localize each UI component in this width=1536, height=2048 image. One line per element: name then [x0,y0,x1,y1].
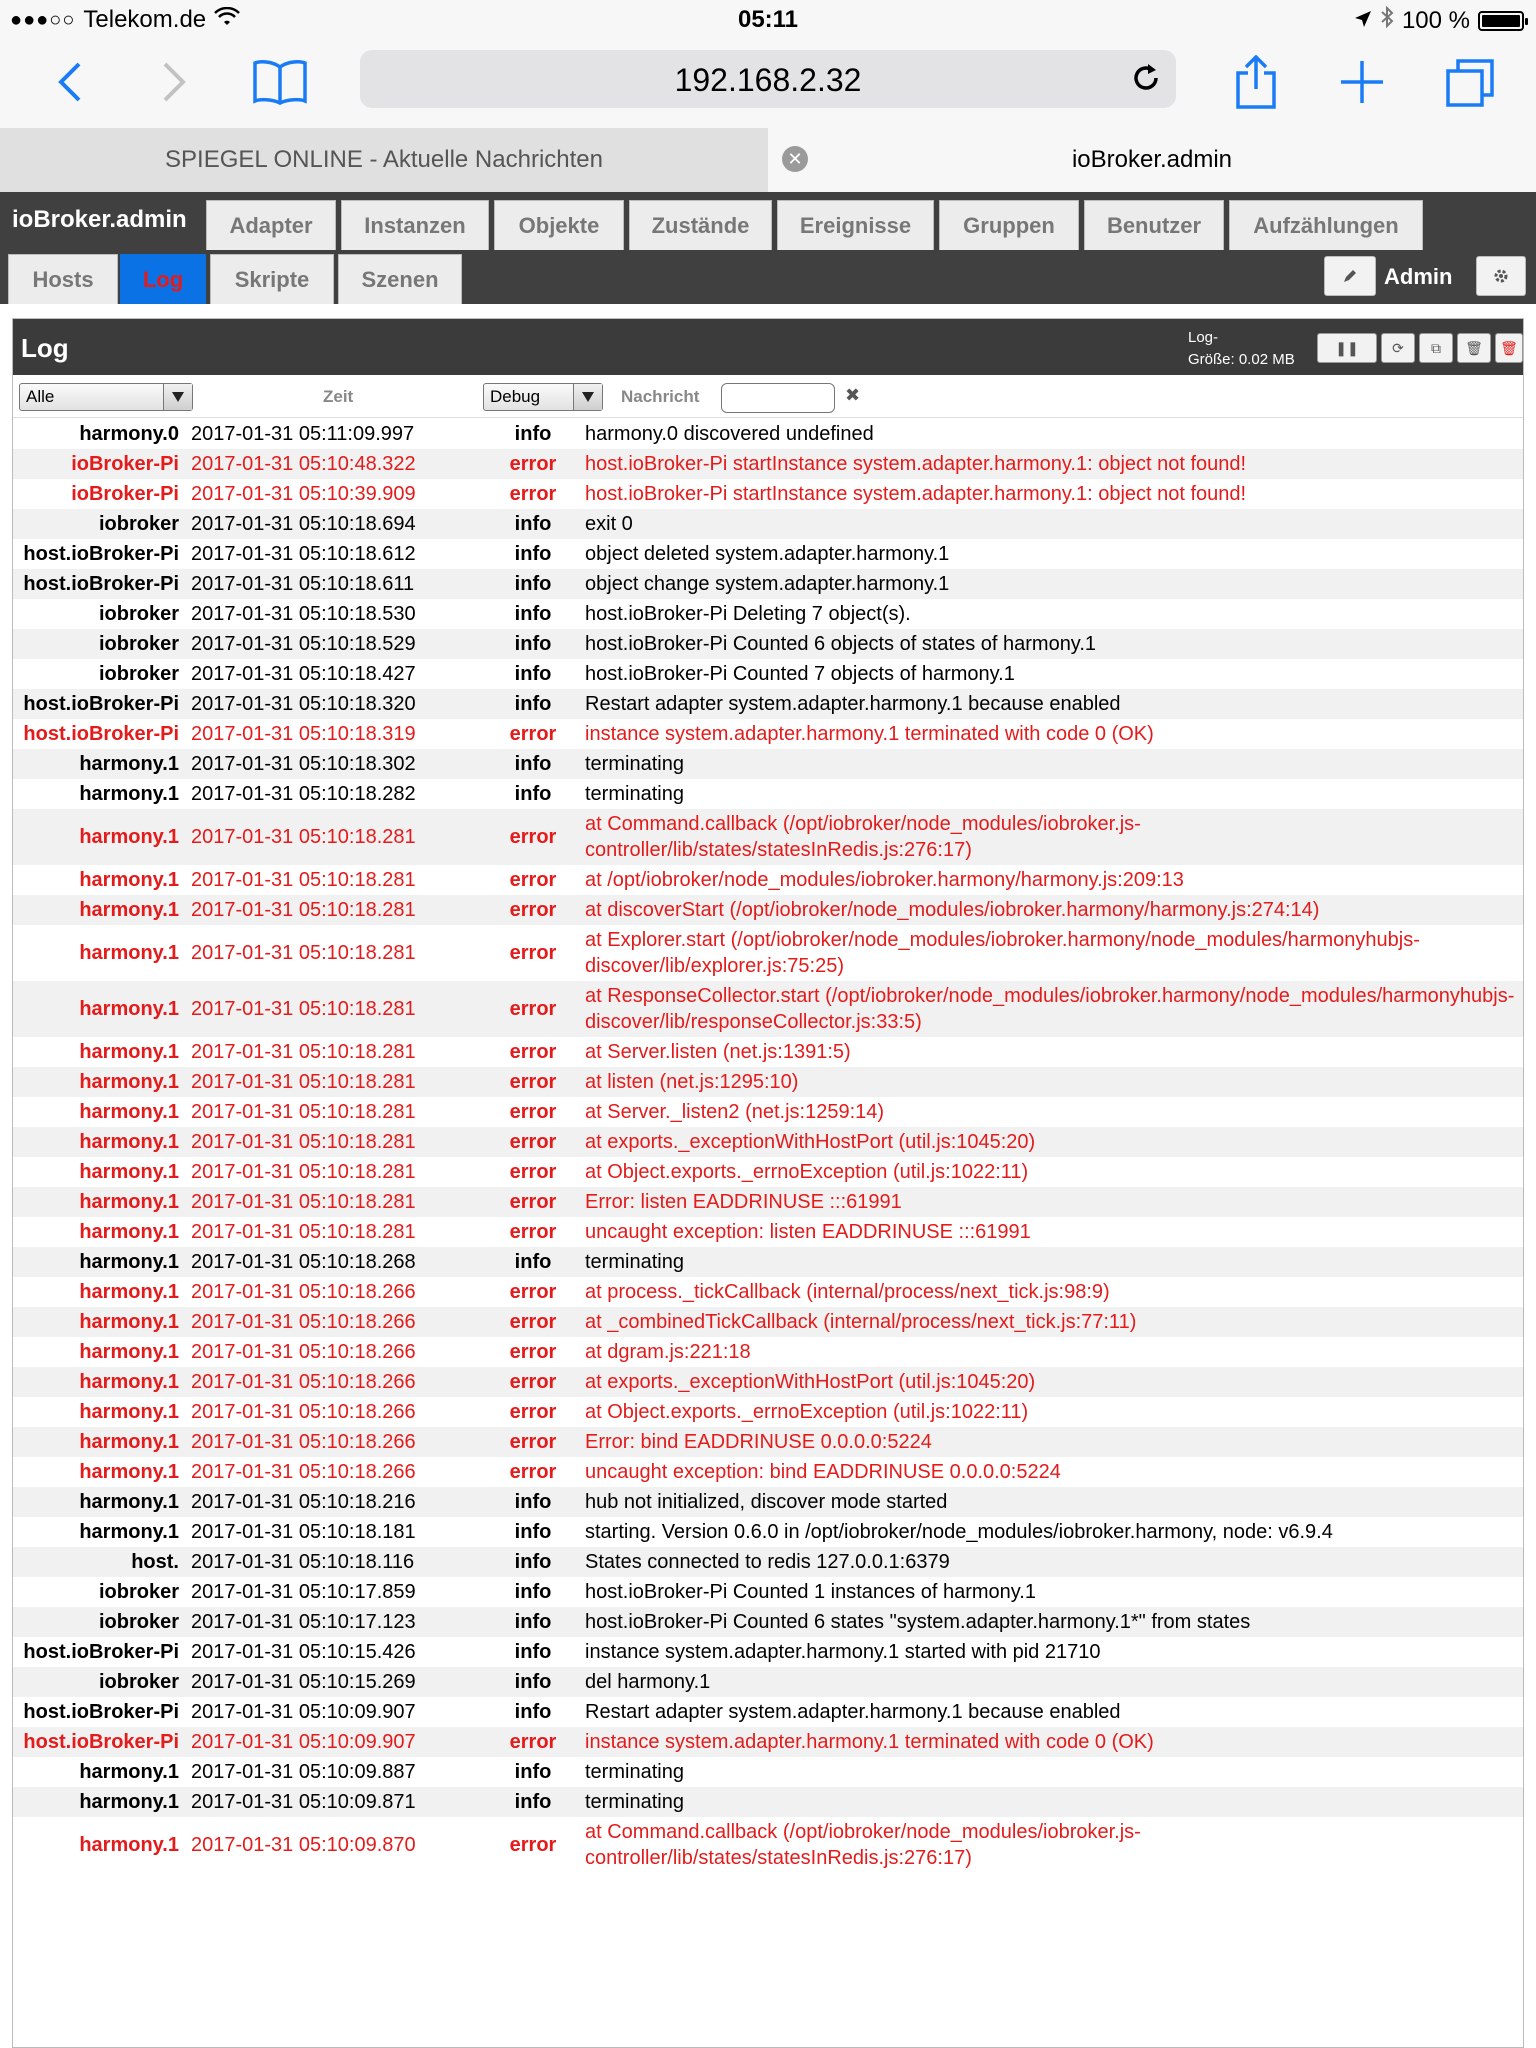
log-time: 2017-01-31 05:10:17.859 [191,1581,416,1603]
log-source: harmony.1 [79,1401,179,1423]
log-time: 2017-01-31 05:10:18.427 [191,663,416,685]
log-severity: info [487,509,579,539]
log-source: iobroker [98,603,179,625]
log-source: host.ioBroker-Pi [23,723,179,745]
browser-tab-strip [0,128,1536,193]
log-source: ioBroker-Pi [71,483,179,505]
log-row [13,1457,1524,1487]
log-severity: error [487,981,579,1037]
log-row [13,1217,1524,1247]
reload-icon[interactable] [1128,60,1164,96]
back-button[interactable] [40,52,100,112]
log-row [13,1247,1524,1277]
copy-icon: ⧉ [1431,339,1441,356]
log-message: at Object.exports._errnoException (util.js:1022:11) [585,1161,1029,1183]
battery-icon [1478,11,1524,31]
log-source: harmony.1 [79,1281,179,1303]
log-row [13,749,1524,779]
tabs-overview-button[interactable] [1440,52,1500,112]
log-row [13,1127,1524,1157]
browser-toolbar [0,40,1536,128]
log-message: at Command.callback (/opt/iobroker/node_modules/iobroker.js-controller/lib/states/statesInRedis.js:276:17) [579,809,1524,865]
log-severity: info [487,1547,579,1577]
log-row [13,599,1524,629]
pause-icon: ❚❚ [1335,339,1359,356]
log-severity: error [509,1221,557,1243]
log-severity: error [487,1067,579,1097]
log-source: host.ioBroker-Pi [13,1727,185,1757]
log-severity: error [487,1187,579,1217]
log-row [13,1367,1524,1397]
bluetooth-icon [1380,6,1394,35]
log-row [13,1307,1524,1337]
log-row [13,1487,1524,1517]
log-severity: info [514,603,552,625]
log-source: host.ioBroker-Pi [23,543,179,565]
log-title: Log [21,333,69,363]
log-row [13,1757,1524,1787]
trash-icon: 🗑 [1465,339,1483,356]
log-time: 2017-01-31 05:11:09.997 [191,423,415,445]
log-source: harmony.1 [79,1461,179,1483]
chevron-right-icon [159,60,189,104]
log-message: at listen (net.js:1295:10) [579,1067,1524,1097]
log-source: harmony.1 [13,809,185,865]
browser-tab-iobroker[interactable]: ✕ ioBroker.admin [768,128,1536,192]
log-row [13,865,1524,895]
log-row [13,1397,1524,1427]
tab-szenen[interactable]: Szenen [338,254,462,304]
log-severity: error [509,723,557,745]
log-source: ioBroker-Pi [13,449,185,479]
tab-zustaende[interactable]: Zustände [629,200,772,250]
log-message: at discoverStart (/opt/iobroker/node_modules/iobroker.harmony/harmony.js:274:14) [579,895,1524,925]
log-severity: error [487,809,579,865]
log-row [13,449,1524,479]
log-source: host.ioBroker-Pi [23,1641,179,1663]
log-time: 2017-01-31 05:10:18.694 [185,509,487,539]
log-severity: error [509,1461,557,1483]
log-time: 2017-01-31 05:10:18.266 [191,1401,416,1423]
log-time: 2017-01-31 05:10:18.281 [191,1221,416,1243]
log-severity: error [487,1127,579,1157]
pause-button[interactable] [1317,333,1377,363]
log-time: 2017-01-31 05:10:18.282 [191,783,416,805]
log-source: harmony.1 [79,1161,179,1183]
log-row [13,981,1524,1037]
log-time: 2017-01-31 05:10:18.116 [185,1547,487,1577]
log-time: 2017-01-31 05:10:09.907 [191,1701,416,1723]
log-message: instance system.adapter.harmony.1 terminated with code 0 (OK) [585,723,1154,745]
log-time: 2017-01-31 05:10:18.266 [185,1367,487,1397]
log-time: 2017-01-31 05:10:18.266 [185,1427,487,1457]
log-time: 2017-01-31 05:10:18.281 [191,1161,416,1183]
log-severity: info [487,689,579,719]
log-source: host.ioBroker-Pi [13,569,185,599]
log-time: 2017-01-31 05:10:18.281 [185,1127,487,1157]
log-severity: error [509,1101,557,1123]
log-source: iobroker [98,663,179,685]
log-row [13,1727,1524,1757]
user-name: Admin [1384,264,1453,289]
status-bar [0,0,1536,40]
log-message: terminating [585,783,684,805]
log-row [13,539,1524,569]
log-row [13,719,1524,749]
log-severity: error [509,1041,557,1063]
log-time: 2017-01-31 05:10:09.871 [185,1787,487,1817]
log-severity: info [487,749,579,779]
log-source: harmony.1 [79,1041,179,1063]
log-time: 2017-01-31 05:10:48.322 [185,449,487,479]
log-row [13,1817,1524,1873]
log-message: Error: listen EADDRINUSE :::61991 [579,1187,1524,1217]
log-severity: error [509,1834,557,1856]
log-time: 2017-01-31 05:10:18.181 [191,1521,416,1543]
log-time: 2017-01-31 05:10:18.266 [185,1307,487,1337]
log-severity: error [487,1427,579,1457]
log-severity: error [487,895,579,925]
log-severity: error [487,1727,579,1757]
log-source: harmony.1 [13,1127,185,1157]
log-row [13,1427,1524,1457]
app-brand: ioBroker.admin [12,206,187,233]
source-filter-select[interactable]: Alle [19,383,193,411]
log-severity: info [487,629,579,659]
log-row [13,569,1524,599]
settings-button[interactable] [1476,256,1526,296]
tabs-icon [1444,57,1496,107]
log-row [13,659,1524,689]
log-time: 2017-01-31 05:10:18.281 [191,1041,416,1063]
log-row [13,1577,1524,1607]
log-time: 2017-01-31 05:10:18.281 [185,1187,487,1217]
log-time: 2017-01-31 05:10:17.123 [185,1607,487,1637]
log-row [13,1097,1524,1127]
log-message: States connected to redis 127.0.0.1:6379 [579,1547,1524,1577]
log-message: at _combinedTickCallback (internal/process/next_tick.js:77:11) [579,1307,1524,1337]
log-row [13,1337,1524,1367]
log-row [13,1637,1524,1667]
log-message: Error: bind EADDRINUSE 0.0.0.0:5224 [579,1427,1524,1457]
log-severity: error [509,1161,557,1183]
log-row [13,1667,1524,1697]
log-time: 2017-01-31 05:10:18.530 [191,603,416,625]
log-message: harmony.0 discovered undefined [585,423,874,445]
log-source: harmony.1 [79,1521,179,1543]
log-severity: info [514,663,552,685]
log-source: harmony.1 [13,1427,185,1457]
tab-objekte[interactable]: Objekte [494,200,624,250]
log-header [13,319,1524,375]
log-source: harmony.1 [13,1487,185,1517]
log-message: at Command.callback (/opt/iobroker/node_modules/iobroker.js-controller/lib/states/statesInRedis.js:276:17) [585,1821,1141,1869]
log-severity: info [487,569,579,599]
log-message: at ResponseCollector.start (/opt/iobroker/node_modules/iobroker.harmony/node_modules/harmonyhubjs-discover/lib/responseCollector.js:33:5) [579,981,1524,1037]
tab-adapter[interactable]: Adapter [206,200,336,250]
log-severity: info [514,1701,552,1723]
log-source: harmony.0 [79,423,179,445]
log-time: 2017-01-31 05:10:18.612 [191,543,416,565]
log-time: 2017-01-31 05:10:18.529 [185,629,487,659]
log-source: iobroker [13,1667,185,1697]
log-severity: info [514,783,552,805]
message-column-header: Nachricht [621,387,700,406]
clear-list-button[interactable] [1457,333,1491,363]
log-time: 2017-01-31 05:10:09.870 [191,1834,416,1856]
log-time: 2017-01-31 05:10:18.319 [191,723,416,745]
log-source: iobroker [13,629,185,659]
gear-icon [1493,268,1509,284]
log-message: host.ioBroker-Pi Deleting 7 object(s). [585,603,911,625]
log-source: host.ioBroker-Pi [13,689,185,719]
close-tab-icon[interactable]: ✕ [782,146,808,172]
log-time: 2017-01-31 05:10:18.281 [191,869,416,891]
log-source: harmony.1 [79,869,179,891]
log-message: uncaught exception: bind EADDRINUSE 0.0.0.0:5224 [585,1461,1061,1483]
log-source: iobroker [13,509,185,539]
log-severity: error [509,1401,557,1423]
log-row [13,1067,1524,1097]
log-message: at exports._exceptionWithHostPort (util.js:1045:20) [579,1367,1524,1397]
log-source: harmony.1 [79,783,179,805]
log-message: Restart adapter system.adapter.harmony.1 because enabled [579,689,1524,719]
log-severity: info [487,1247,579,1277]
log-message: exit 0 [579,509,1524,539]
log-time: 2017-01-31 05:10:18.266 [191,1281,416,1303]
log-row [13,1187,1524,1217]
log-row [13,1037,1524,1067]
log-message: terminating [579,1787,1524,1817]
log-message: terminating [585,1761,684,1783]
log-source: harmony.1 [13,1187,185,1217]
log-severity: error [487,1367,579,1397]
log-message: at dgram.js:221:18 [585,1341,751,1363]
log-source: harmony.1 [79,1341,179,1363]
log-time: 2017-01-31 05:10:18.266 [191,1341,416,1363]
log-message: host.ioBroker-Pi startInstance system.adapter.harmony.1: object not found! [585,483,1247,505]
log-source: harmony.1 [79,1834,179,1856]
tab-ereignisse[interactable]: Ereignisse [777,200,934,250]
log-source: harmony.1 [13,1247,185,1277]
tab-skripte[interactable]: Skripte [210,254,334,304]
iobroker-header [0,192,1536,304]
log-source: harmony.1 [13,981,185,1037]
signal-icon: ●●●○○ [10,8,76,31]
log-time: 2017-01-31 05:10:09.887 [191,1761,416,1783]
log-source: iobroker [13,1607,185,1637]
log-row [13,1547,1524,1577]
log-time: 2017-01-31 05:10:18.266 [191,1461,416,1483]
log-row [13,629,1524,659]
log-severity: error [509,483,557,505]
tab-log[interactable]: Log [120,254,206,304]
log-severity: error [509,1341,557,1363]
log-message: at Object.exports._errnoException (util.js:1022:11) [585,1401,1029,1423]
log-source: iobroker [98,1581,179,1603]
chevron-left-icon [55,60,85,104]
log-table [13,419,1524,1873]
log-message: host.ioBroker-Pi startInstance system.adapter.harmony.1: object not found! [579,449,1524,479]
log-row [13,1697,1524,1727]
log-time: 2017-01-31 05:10:18.281 [191,1101,416,1123]
clock: 05:11 [737,6,799,33]
log-message: instance system.adapter.harmony.1 started with pid 21710 [585,1641,1101,1663]
log-message: starting. Version 0.6.0 in /opt/iobroker/node_modules/iobroker.harmony, node: v6.9.4 [585,1521,1333,1543]
dropdown-arrow-icon [573,384,602,410]
share-button[interactable] [1226,52,1286,112]
tab-instanzen[interactable]: Instanzen [341,200,489,250]
log-row [13,1607,1524,1637]
log-row [13,1517,1524,1547]
log-source: harmony.1 [79,1221,179,1243]
log-severity: error [509,869,557,891]
log-message: uncaught exception: listen EADDRINUSE :::61991 [585,1221,1031,1243]
log-time: 2017-01-31 05:10:18.268 [185,1247,487,1277]
delete-log-button[interactable] [1495,333,1523,363]
clear-filter-icon[interactable]: ✖ [845,385,861,405]
log-filter-row [13,377,1524,418]
log-source: host. [13,1547,185,1577]
log-severity: info [514,543,552,565]
log-severity: info [514,1521,552,1543]
message-filter-input[interactable] [721,383,835,413]
log-row [13,509,1524,539]
log-message: at Server.listen (net.js:1391:5) [585,1041,851,1063]
log-message: terminating [579,749,1524,779]
log-row [13,689,1524,719]
tab-benutzer[interactable]: Benutzer [1084,200,1224,250]
share-icon [1234,55,1278,109]
log-severity: info [487,1667,579,1697]
log-time: 2017-01-31 05:10:18.216 [185,1487,487,1517]
log-source: harmony.1 [13,1067,185,1097]
log-source: harmony.1 [79,1101,179,1123]
tab-hosts[interactable]: Hosts [8,254,118,304]
log-time: 2017-01-31 05:10:15.426 [191,1641,416,1663]
log-time: 2017-01-31 05:10:39.909 [191,483,416,505]
log-source: harmony.1 [13,1367,185,1397]
log-time: 2017-01-31 05:10:18.281 [185,895,487,925]
log-row [13,479,1524,509]
log-message: Restart adapter system.adapter.harmony.1 because enabled [585,1701,1121,1723]
log-severity: error [509,942,557,964]
tab-gruppen[interactable]: Gruppen [939,200,1079,250]
log-message: host.ioBroker-Pi Counted 1 instances of harmony.1 [585,1581,1036,1603]
copy-button[interactable] [1419,333,1453,363]
edit-user-button[interactable] [1324,256,1376,296]
log-severity: info [487,1607,579,1637]
level-filter-select[interactable]: Debug [483,383,603,411]
log-message: object deleted system.adapter.harmony.1 [585,543,950,565]
log-severity: info [514,1761,552,1783]
pencil-icon [1342,268,1358,284]
log-severity: info [487,1787,579,1817]
log-severity: info [487,1487,579,1517]
log-message: hub not initialized, discover mode started [579,1487,1524,1517]
log-severity: error [487,1307,579,1337]
tab-aufzaehlungen[interactable]: Aufzählungen [1229,200,1423,250]
log-row [13,895,1524,925]
log-source: host.ioBroker-Pi [23,1701,179,1723]
log-row [13,779,1524,809]
carrier-label: Telekom.de [83,6,207,33]
log-message: terminating [579,1247,1524,1277]
log-message: at Server._listen2 (net.js:1259:14) [585,1101,885,1123]
trash-red-icon: 🗑 [1500,339,1518,356]
address-bar[interactable] [360,50,1176,108]
log-message: del harmony.1 [579,1667,1524,1697]
location-arrow-icon [1354,7,1372,35]
log-message: at exports._exceptionWithHostPort (util.js:1045:20) [579,1127,1524,1157]
log-row [13,419,1524,449]
bookmarks-button[interactable] [248,52,312,112]
dropdown-arrow-icon [163,384,192,410]
log-source: harmony.1 [13,1307,185,1337]
log-time: 2017-01-31 05:10:18.281 [191,942,416,964]
log-message: object change system.adapter.harmony.1 [579,569,1524,599]
log-panel [12,318,1524,2048]
log-severity: info [514,1641,552,1663]
log-message: host.ioBroker-Pi Counted 6 objects of states of harmony.1 [579,629,1524,659]
log-source: harmony.1 [79,942,179,964]
log-message: host.ioBroker-Pi Counted 6 states "system.adapter.harmony.1*" from states [579,1607,1524,1637]
log-time: 2017-01-31 05:10:18.611 [185,569,487,599]
time-column-header: Zeit [323,387,354,406]
log-message: host.ioBroker-Pi Counted 7 objects of harmony.1 [585,663,1015,685]
log-row [13,1787,1524,1817]
new-tab-button[interactable] [1332,52,1392,112]
log-time: 2017-01-31 05:10:18.281 [185,809,487,865]
log-message: instance system.adapter.harmony.1 terminated with code 0 (OK) [579,1727,1524,1757]
battery-percent: 100 % [1401,6,1470,34]
log-severity: error [509,1281,557,1303]
plus-icon [1339,59,1385,105]
log-size: Log- Größe: 0.02 MB [1188,329,1295,368]
log-time: 2017-01-31 05:10:15.269 [185,1667,487,1697]
log-message: at Explorer.start (/opt/iobroker/node_modules/iobroker.harmony/node_modules/harmonyhubjs-discover/lib/explorer.js:75:25) [585,929,1420,977]
log-message: at /opt/iobroker/node_modules/iobroker.harmony/harmony.js:209:13 [585,869,1184,891]
log-source: harmony.1 [13,895,185,925]
book-icon [252,59,308,105]
log-time: 2017-01-31 05:10:18.320 [185,689,487,719]
log-severity: error [487,449,579,479]
log-time: 2017-01-31 05:10:09.907 [185,1727,487,1757]
log-time: 2017-01-31 05:10:18.281 [185,1067,487,1097]
refresh-icon: ⟳ [1392,339,1404,356]
browser-tab-spiegel[interactable]: SPIEGEL ONLINE - Aktuelle Nachrichten [0,128,768,192]
log-row [13,1277,1524,1307]
log-source: harmony.1 [13,1787,185,1817]
log-severity: info [514,1581,552,1603]
url-text: 192.168.2.32 [674,62,862,98]
forward-button[interactable] [144,52,204,112]
log-message: at process._tickCallback (internal/process/next_tick.js:98:9) [585,1281,1110,1303]
log-time: 2017-01-31 05:10:18.281 [185,981,487,1037]
log-severity: info [514,423,552,445]
log-row [13,925,1524,981]
log-row [13,809,1524,865]
log-time: 2017-01-31 05:10:18.302 [185,749,487,779]
log-source: harmony.1 [79,1761,179,1783]
log-row [13,1157,1524,1187]
log-source: harmony.1 [13,749,185,779]
refresh-button[interactable] [1381,333,1415,363]
